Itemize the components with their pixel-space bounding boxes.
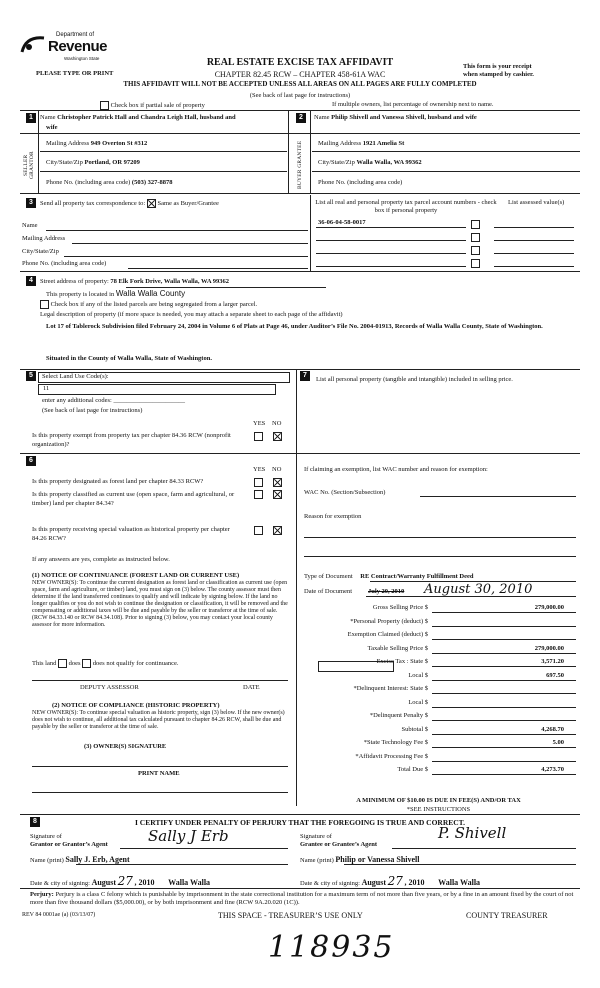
segregated xyxy=(40,300,257,309)
doc-date-handwritten: August 30, 2010 xyxy=(424,582,533,597)
fee-row-value: 279,000.00 xyxy=(534,604,564,611)
buyer-phone-label: Phone No. (including area code) xyxy=(318,179,403,186)
segregated-checkbox[interactable] xyxy=(40,300,49,309)
fee-row-line xyxy=(432,626,576,627)
grantor-sig-label-2: Grantor or Grantor’s Agent xyxy=(30,841,108,848)
fee-row-label: Excise Tax : State $ xyxy=(376,658,428,665)
buyer-name-label: Name xyxy=(314,114,330,121)
fee-row-label: Total Due $ xyxy=(397,766,428,773)
logo-state: Washington State xyxy=(64,56,100,61)
grantee-month: August xyxy=(361,878,387,887)
fee-row-label: Taxable Selling Price $ xyxy=(367,644,428,652)
grantor-name-label: Name (print) xyxy=(30,857,64,864)
buyer-name-value: Philip Shivell and Vanessa Shivell, husband and wife xyxy=(331,114,477,121)
send-label: Send all property tax correspondence to: xyxy=(40,199,146,207)
seller-name-value-2: wife xyxy=(46,124,58,131)
current-use-no-checkbox[interactable] xyxy=(273,489,282,499)
seller-mailing-label: Mailing Address xyxy=(46,140,90,147)
current-use-yes-checkbox[interactable] xyxy=(254,489,263,499)
fee-row-line xyxy=(432,680,576,681)
perjury-notice xyxy=(30,891,580,907)
street-label: Street address of property: xyxy=(40,278,109,285)
forest-yes-checkbox[interactable] xyxy=(254,477,263,487)
fee-row-label: *State Technology Fee $ xyxy=(363,739,428,746)
historic-yes-checkbox[interactable] xyxy=(254,525,263,535)
grantee-year: , 2010 xyxy=(404,878,425,887)
s6-no-header: NO xyxy=(272,466,282,473)
grantee-name xyxy=(300,855,420,864)
fee-row-label: *Delinquent Penalty $ xyxy=(369,712,428,719)
corr-mailing-label: Mailing Address xyxy=(22,235,66,242)
land-use-label: Select Land Use Code(s): xyxy=(42,373,109,380)
street-address xyxy=(40,278,229,285)
assessed-header: List assessed value(s) xyxy=(508,199,565,206)
current-use-question: Is this property classified as current use (open space, farm and agricultural, or timber) land per chapter 84.34? xyxy=(32,491,235,507)
form-warning: THIS AFFIDAVIT WILL NOT BE ACCEPTED UNLESS ALL AREAS ON ALL PAGES ARE FULLY COMPLETED xyxy=(123,80,477,88)
grantee-date xyxy=(300,874,480,888)
parcel-number: 36-06-04-58-0017 xyxy=(318,219,366,226)
revenue-logo-icon xyxy=(20,34,46,56)
receipt-note-1: This form is your receipt xyxy=(463,63,532,70)
seller-phone-label: Phone No. (including area code) xyxy=(46,179,131,186)
historic-question: Is this property receiving special valuation as historical property per chapter 84.26 RCW? xyxy=(32,526,230,542)
receipt-note-2: when stamped by cashier. xyxy=(463,71,534,78)
grantee-sig-label-1: Signature of xyxy=(300,833,332,840)
seller-phone xyxy=(46,179,173,186)
seller-phone-value: (503) 327-8878 xyxy=(131,179,173,186)
buyer-city xyxy=(318,159,422,166)
segregated-label: Check box if any of the listed parcels are being segregated from a larger parcel. xyxy=(50,300,258,308)
owner-signature-label: (3) OWNER(S) SIGNATURE xyxy=(84,743,167,750)
seller-city-value: Portland, OR 97209 xyxy=(84,159,140,166)
grantee-name-value: Philip or Vanessa Shivell xyxy=(335,855,420,864)
partial-sale[interactable] xyxy=(100,101,205,110)
seller-mailing xyxy=(46,140,147,147)
exempt-question: Is this property exempt from property tax per chapter 84.36 RCW (nonprofit organization)? xyxy=(32,432,231,448)
grantor-date-label: Date & city of signing: xyxy=(30,880,90,887)
corr-name-label: Name xyxy=(22,222,38,229)
reason-label: Reason for exemption xyxy=(304,513,362,520)
exempt-no-checkbox[interactable] xyxy=(273,431,282,441)
fee-row-value: 5.00 xyxy=(552,739,564,746)
legal-label: Legal description of property (if more space is needed, you may attach a separate sheet to each page of the affidavit) xyxy=(40,311,343,318)
send-correspondence xyxy=(40,199,219,208)
grantee-date-label: Date & city of signing: xyxy=(300,880,360,887)
seller-mailing-value: 949 Overton St #312 xyxy=(90,140,148,147)
fee-row-value: 697.50 xyxy=(546,671,564,679)
section-8-number: 8 xyxy=(30,817,40,827)
forest-no-checkbox[interactable] xyxy=(273,477,282,487)
multiple-owners-note: If multiple owners, list percentage of ownership next to name. xyxy=(332,101,494,108)
fee-row-label: Gross Selling Price $ xyxy=(372,604,428,611)
grantee-sig-label-2: Grantee or Grantee’s Agent xyxy=(300,841,378,848)
fee-row-line xyxy=(432,693,576,694)
deputy-date-label: DATE xyxy=(243,684,260,691)
form-chapter: CHAPTER 82.45 RCW – CHAPTER 458-61A WAC xyxy=(214,70,386,79)
section-5-number: 5 xyxy=(26,371,36,381)
fee-row-line xyxy=(432,747,576,748)
grantor-day: 27 xyxy=(117,874,133,888)
grantor-sig-label-1: Signature of xyxy=(30,833,62,840)
partial-sale-checkbox[interactable] xyxy=(100,101,109,110)
section-4-number: 4 xyxy=(26,276,36,286)
buyer-mailing-value: 1921 Amelia St xyxy=(362,140,405,147)
parcel-personal-checkbox-3[interactable] xyxy=(471,245,480,255)
land-use-code-field[interactable] xyxy=(38,384,276,395)
fee-row-label: *Delinquent Interest: State $ xyxy=(353,685,428,692)
logo-dept: Department of xyxy=(56,32,95,38)
buyer-grantee-label: BUYER GRANTEE xyxy=(297,140,303,190)
grantee-city: Walla Walla xyxy=(438,878,481,887)
doc-date-label: Date of Document xyxy=(304,588,353,595)
buyer-mailing xyxy=(318,140,404,147)
fee-row-line xyxy=(432,707,576,708)
grantee-name-label: Name (print) xyxy=(300,857,334,864)
same-as-buyer-label: Same as Buyer/Grantee xyxy=(157,199,219,207)
fee-row-label: Local $ xyxy=(408,671,428,679)
grantor-date xyxy=(30,874,210,888)
deputy-assessor-label: DEPUTY ASSESSOR xyxy=(80,684,139,691)
buyer-phone xyxy=(318,179,402,186)
street-value: 78 Elk Fork Drive, Walla Walla, WA 99362 xyxy=(110,278,230,285)
fee-row-label: *Personal Property (deduct) $ xyxy=(350,617,428,625)
fee-row-value: 3,571.20 xyxy=(541,658,564,665)
does-not-label: does not qualify for continuance. xyxy=(92,659,179,667)
historic-no-checkbox[interactable] xyxy=(273,525,282,535)
seller-name-value: Christopher Patrick Hall and Chandra Leigh Hall, husband and xyxy=(57,114,236,121)
grantor-city: Walla Walla xyxy=(168,878,211,887)
notice2-text: NEW OWNER(S): To continue special valuation as historic property, sign (3) below. If the new owner(s) does not wish to continue, all additional tax calculated pursuant to chapter 84.26 RCW, shall be due and payable by the seller or transferor at the time of sale. xyxy=(32,710,285,730)
notice1-text: NEW OWNER(S): To continue the current designation as forest land or classification as current use (open space, farm and agriculture, or timber) land, you must sign on (3) below. The county assessor must then determine if the land transferred continues to qualify and will indicate by signing below. If the land no longer qualifies or you do not wish to continue the designation or classification, it will be removed and the compensating or additional taxes will be due and payable by the seller or transferor at the time of sale. (RCW 84.33.140 or RCW 84.34.108). Prior to signing (3) below, you may contact your local county assessor for more information. xyxy=(32,580,288,628)
fee-row-line xyxy=(432,653,576,654)
form-title: REAL ESTATE EXCISE TAX AFFIDAVIT xyxy=(206,57,394,68)
grantor-month: August xyxy=(91,878,117,887)
s5-yes-header: YES xyxy=(253,420,266,427)
doc-type-label: Type of Document xyxy=(304,573,353,580)
fee-row-label: Local $ xyxy=(408,698,428,706)
exempt-yes-checkbox[interactable] xyxy=(254,431,263,441)
qualify-line xyxy=(32,659,179,668)
fee-row-label: Subtotal $ xyxy=(401,725,428,733)
perjury-label: Perjury: xyxy=(30,891,54,898)
section-2-number: 2 xyxy=(296,113,306,123)
grantor-name xyxy=(30,855,130,864)
section-1-number: 1 xyxy=(26,113,36,123)
certify-statement: I CERTIFY UNDER PENALTY OF PERJURY THAT THE FOREGOING IS TRUE AND CORRECT. xyxy=(134,818,465,827)
buyer-name xyxy=(314,114,477,121)
seller-city-label: City/State/Zip xyxy=(46,159,83,166)
located-in xyxy=(46,289,185,298)
fee-row-line xyxy=(432,734,576,735)
buyer-city-label: City/State/Zip xyxy=(318,159,355,166)
this-land-label: This land xyxy=(32,659,57,667)
located-value: Walla Walla County xyxy=(115,289,186,298)
perjury-text: Perjury is a class C felony which is punishable by imprisonment in the state correctional institution for a maximum term of not more than five years, or by a fine in an amount fixed by the court of not more than five thousand dollars ($5,000.00), or by both imprisonment and fine (RCW 9A.20.020 (1C)). xyxy=(30,891,574,906)
additional-codes: enter any additional codes: ______________________ xyxy=(42,397,185,404)
fee-row-value: 4,273.70 xyxy=(541,766,564,773)
does-label: does xyxy=(68,659,81,667)
fee-row-value: 279,000.00 xyxy=(534,644,564,652)
minimum-note: A MINIMUM OF $10.00 IS DUE IN FEE(S) AND/OR TAX xyxy=(356,797,521,804)
grantor-signature: Sally J Erb xyxy=(148,827,229,845)
treasurer-space: THIS SPACE - TREASURER’S USE ONLY xyxy=(218,911,363,920)
if-yes-note: If any answers are yes, complete as instructed below. xyxy=(32,556,170,563)
land-use-code-value: 11 xyxy=(43,385,50,392)
section-6-number: 6 xyxy=(26,456,36,466)
legal-description: Lot 17 of Tablerock Subdivision filed February 24, 2004 in Volume 6 of Plats at Page 46, under Auditor’s File No. 2004-01913, Records of Walla Walla County, State of Washington. xyxy=(46,323,543,330)
handwritten-number: 118935 xyxy=(268,930,395,965)
notice1-title: (1) NOTICE OF CONTINUANCE (FOREST LAND OR CURRENT USE) xyxy=(32,572,240,579)
grantee-day: 27 xyxy=(387,874,403,888)
parcel-personal-checkbox-1[interactable] xyxy=(471,219,480,229)
section-7-number: 7 xyxy=(300,371,310,381)
wac-label: WAC No. (Section/Subsection) xyxy=(304,489,386,496)
partial-sale-label: Check box if partial sale of property xyxy=(110,101,205,109)
doc-date-struck: July 20, 2010 xyxy=(368,588,405,595)
parcel-personal-checkbox-4[interactable] xyxy=(471,258,480,268)
s5-no-header: NO xyxy=(272,420,282,427)
parcel-header: List all real and personal property tax parcel account numbers - check box if personal property xyxy=(315,199,497,214)
see-instructions: *SEE INSTRUCTIONS xyxy=(406,806,471,813)
parcel-personal-checkbox-2[interactable] xyxy=(471,232,480,242)
corr-phone-label: Phone No. (including area code) xyxy=(22,260,107,267)
s6-yes-header: YES xyxy=(253,466,266,473)
see-back-note: (See back of last page for instructions) xyxy=(249,92,351,99)
revision-code: REV 84 0001ae (a) (03/13/07) xyxy=(22,912,96,918)
doc-type-value: RE Contract/Warranty Fulfillment Deed xyxy=(360,573,474,580)
grantor-year: , 2010 xyxy=(134,878,155,887)
fee-row-line xyxy=(432,639,576,640)
doc-type xyxy=(304,573,473,580)
fee-row-line xyxy=(432,612,576,613)
logo-word: Revenue xyxy=(48,38,108,55)
forest-question: Is this property designated as forest land per chapter 84.33 RCW? xyxy=(32,478,204,485)
land-use-see-back: (See back of last page for instructions) xyxy=(42,407,143,414)
fee-row-label: *Affidavit Processing Fee $ xyxy=(355,752,428,760)
fee-row-line xyxy=(432,720,576,721)
fee-row-line xyxy=(432,774,576,775)
does-not-checkbox[interactable] xyxy=(82,659,91,668)
personal-property-note: List all personal property (tangible and intangible) included in selling price. xyxy=(316,376,513,383)
seller-name-label: Name xyxy=(40,114,56,121)
buyer-city-value: Walla Walla, WA 99362 xyxy=(356,159,422,166)
grantee-signature: P. Shivell xyxy=(438,824,507,842)
print-name-label: PRINT NAME xyxy=(138,770,180,777)
seller-city xyxy=(46,159,140,166)
county-treasurer: COUNTY TREASURER xyxy=(466,911,548,920)
grantor-name-value: Sally J. Erb, Agent xyxy=(65,855,130,864)
section-3-number: 3 xyxy=(26,198,36,208)
exemption-claim-note: If claiming an exemption, list WAC number and reason for exemption: xyxy=(304,466,488,473)
fee-row-value: 4,268.70 xyxy=(541,725,564,733)
notice2-title: (2) NOTICE OF COMPLIANCE (HISTORIC PROPERTY) xyxy=(52,702,220,709)
fee-row-label: Exemption Claimed (deduct) $ xyxy=(347,631,428,638)
situated-statement: Situated in the County of Walla Walla, State of Washington. xyxy=(46,355,212,362)
seller-grantor-label: SELLER GRANTOR xyxy=(23,151,35,179)
corr-city-label: City/State/Zip xyxy=(22,248,59,255)
fee-row-line xyxy=(432,761,576,762)
buyer-mailing-label: Mailing Address xyxy=(318,140,362,147)
type-note: PLEASE TYPE OR PRINT xyxy=(36,70,114,77)
does-checkbox[interactable] xyxy=(58,659,67,668)
seller-name xyxy=(40,114,285,121)
same-as-buyer-checkbox[interactable] xyxy=(147,199,156,208)
fee-row-line xyxy=(432,666,576,667)
located-label: This property is located in xyxy=(46,291,115,298)
